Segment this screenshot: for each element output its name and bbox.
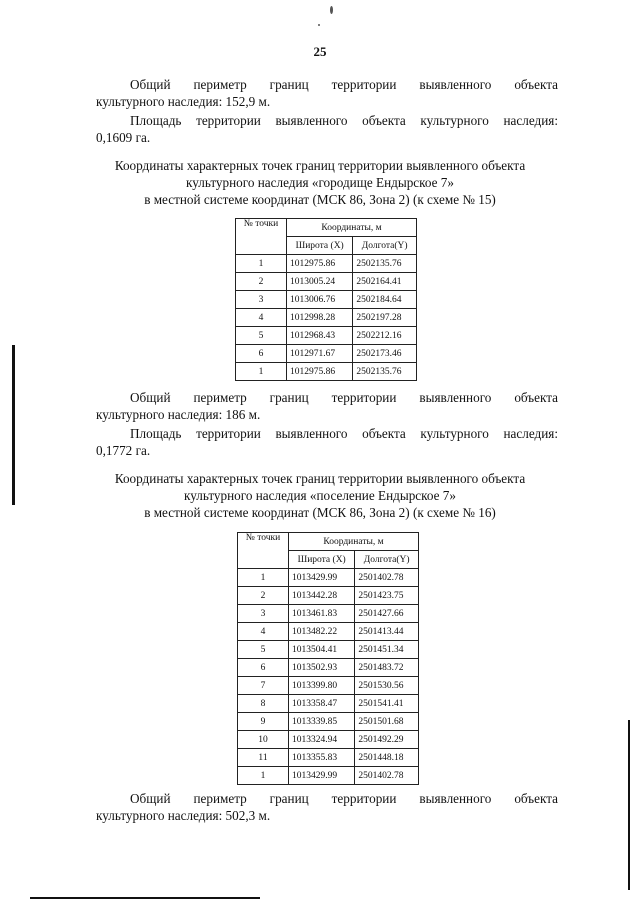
longitude-cell: 2502197.28 — [353, 309, 417, 327]
scan-artifact-left — [12, 345, 15, 505]
longitude-cell: 2502135.76 — [353, 255, 417, 273]
table-row — [238, 623, 419, 641]
table-row — [238, 641, 419, 659]
latitude-cell: 1013339.85 — [289, 713, 355, 731]
header-point: № точки — [236, 219, 287, 255]
point-number-cell: 7 — [238, 677, 289, 695]
section-heading: культурного наследия «поселение Ендырское 7» — [184, 488, 456, 503]
longitude-cell: 2501451.34 — [355, 641, 419, 659]
point-number-cell: 10 — [238, 731, 289, 749]
point-number-cell: 1 — [236, 255, 287, 273]
scan-speck — [318, 24, 320, 26]
table-row — [236, 345, 417, 363]
table-row — [236, 291, 417, 309]
header-longitude: Долгота(Y) — [353, 237, 417, 255]
header-longitude: Долгота(Y) — [355, 551, 419, 569]
table-row — [236, 363, 417, 381]
point-number-cell: 6 — [238, 659, 289, 677]
table-row — [236, 273, 417, 291]
longitude-cell: 2502184.64 — [353, 291, 417, 309]
longitude-cell: 2501402.78 — [355, 569, 419, 587]
longitude-cell: 2502164.41 — [353, 273, 417, 291]
scan-speck — [330, 6, 333, 14]
section-heading: Координаты характерных точек границ территории выявленного объекта — [114, 158, 526, 173]
point-number-cell: 2 — [238, 587, 289, 605]
latitude-cell: 1013324.94 — [289, 731, 355, 749]
longitude-cell: 2502135.76 — [353, 363, 417, 381]
point-number-cell: 5 — [238, 641, 289, 659]
table-row — [238, 731, 419, 749]
table-row — [238, 677, 419, 695]
latitude-cell: 1013005.24 — [287, 273, 353, 291]
table-row — [238, 569, 419, 587]
table-row — [238, 713, 419, 731]
section-heading: Координаты характерных точек границ территории выявленного объекта — [114, 471, 526, 486]
point-number-cell: 2 — [236, 273, 287, 291]
point-number-cell: 5 — [236, 327, 287, 345]
point-number-cell: 4 — [236, 309, 287, 327]
longitude-cell: 2501541.41 — [355, 695, 419, 713]
table-row — [238, 749, 419, 767]
longitude-cell: 2501530.56 — [355, 677, 419, 695]
latitude-cell: 1013358.47 — [289, 695, 355, 713]
latitude-cell: 1012971.67 — [287, 345, 353, 363]
header-coordinates: Координаты, м — [287, 219, 417, 237]
page-number: 25 — [313, 44, 327, 59]
coordinates-table-16 — [237, 532, 419, 785]
longitude-cell: 2501427.66 — [355, 605, 419, 623]
latitude-cell: 1013006.76 — [287, 291, 353, 309]
point-number-cell: 6 — [236, 345, 287, 363]
section-heading: в местной системе координат (МСК 86, Зона 2) (к схеме № 16) — [144, 505, 496, 520]
longitude-cell: 2501413.44 — [355, 623, 419, 641]
longitude-cell: 2501423.75 — [355, 587, 419, 605]
table-row — [238, 587, 419, 605]
latitude-cell: 1013461.83 — [289, 605, 355, 623]
perimeter-line: Общий периметр границ территории выявленного объекта — [130, 791, 558, 806]
coordinates-table-15 — [235, 218, 417, 381]
header-coordinates: Координаты, м — [289, 533, 419, 551]
point-number-cell: 1 — [238, 569, 289, 587]
point-number-cell: 3 — [238, 605, 289, 623]
header-latitude: Широта (X) — [287, 237, 353, 255]
latitude-cell: 1012968.43 — [287, 327, 353, 345]
area-line: Площадь территории выявленного объекта культурного наследия: — [130, 113, 558, 128]
latitude-cell: 1012975.86 — [287, 363, 353, 381]
header-point: № точки — [238, 533, 289, 569]
table-row — [236, 309, 417, 327]
point-number-cell: 1 — [236, 363, 287, 381]
latitude-cell: 1012975.86 — [287, 255, 353, 273]
section-heading: культурного наследия «городище Ендырское 7» — [186, 175, 454, 190]
longitude-cell: 2502173.46 — [353, 345, 417, 363]
longitude-cell: 2501402.78 — [355, 767, 419, 785]
point-number-cell: 9 — [238, 713, 289, 731]
scan-artifact-bottom — [30, 897, 260, 899]
perimeter-line: Общий периметр границ территории выявленного объекта — [130, 77, 558, 92]
table-row — [238, 695, 419, 713]
latitude-cell: 1013399.80 — [289, 677, 355, 695]
table-row — [236, 255, 417, 273]
point-number-cell: 1 — [238, 767, 289, 785]
perimeter-value: культурного наследия: 152,9 м. — [96, 94, 271, 109]
header-latitude: Широта (X) — [289, 551, 355, 569]
area-value: 0,1609 га. — [96, 130, 151, 145]
longitude-cell: 2501483.72 — [355, 659, 419, 677]
section-heading: в местной системе координат (МСК 86, Зона 2) (к схеме № 15) — [144, 192, 496, 207]
longitude-cell: 2501492.29 — [355, 731, 419, 749]
perimeter-line: Общий периметр границ территории выявленного объекта — [130, 390, 558, 405]
scan-artifact-right — [628, 720, 630, 890]
latitude-cell: 1013355.83 — [289, 749, 355, 767]
latitude-cell: 1013442.28 — [289, 587, 355, 605]
table-row — [236, 327, 417, 345]
area-value: 0,1772 га. — [96, 443, 151, 458]
point-number-cell: 3 — [236, 291, 287, 309]
latitude-cell: 1013502.93 — [289, 659, 355, 677]
table-row — [238, 605, 419, 623]
area-line: Площадь территории выявленного объекта культурного наследия: — [130, 426, 558, 441]
latitude-cell: 1013429.99 — [289, 767, 355, 785]
latitude-cell: 1012998.28 — [287, 309, 353, 327]
longitude-cell: 2502212.16 — [353, 327, 417, 345]
longitude-cell: 2501448.18 — [355, 749, 419, 767]
table-row — [238, 659, 419, 677]
perimeter-value: культурного наследия: 186 м. — [96, 407, 261, 422]
point-number-cell: 8 — [238, 695, 289, 713]
latitude-cell: 1013429.99 — [289, 569, 355, 587]
latitude-cell: 1013504.41 — [289, 641, 355, 659]
point-number-cell: 4 — [238, 623, 289, 641]
point-number-cell: 11 — [238, 749, 289, 767]
latitude-cell: 1013482.22 — [289, 623, 355, 641]
table-row — [238, 767, 419, 785]
perimeter-value: культурного наследия: 502,3 м. — [96, 808, 271, 823]
longitude-cell: 2501501.68 — [355, 713, 419, 731]
